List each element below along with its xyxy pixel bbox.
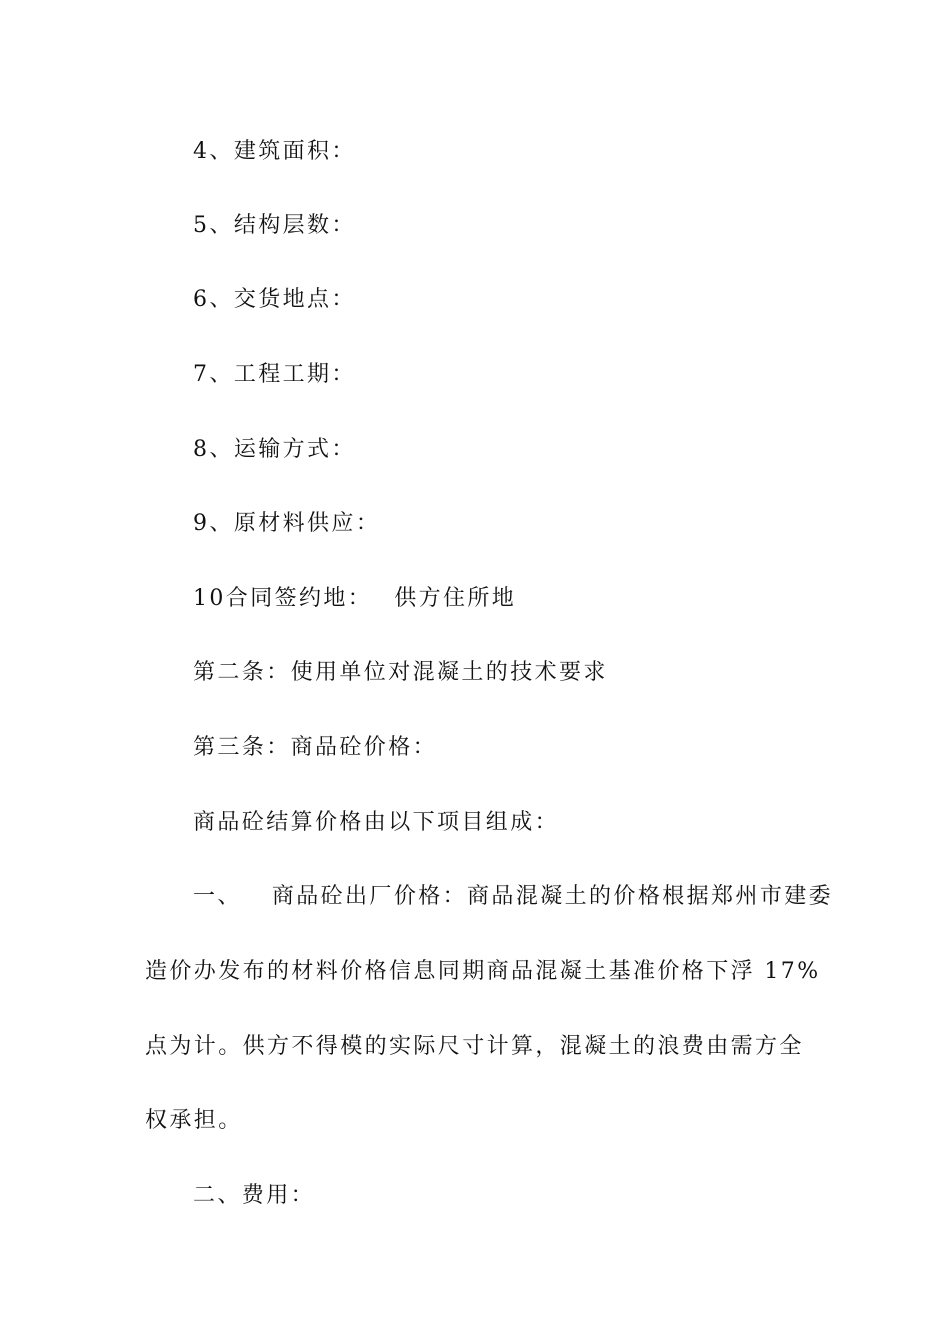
item-number: 5、 [193,213,234,238]
article-2-heading: 第二条：使用单位对混凝土的技术要求 [193,660,608,685]
item-label: 10合同签约地： [193,586,373,611]
item-number: 9、 [193,511,234,536]
item-label: 建筑面积： [233,139,356,164]
item-7 [193,360,356,390]
item-label: 结构层数： [233,213,356,238]
item-9 [193,509,380,539]
section-text: 商品砼出厂价格：商品混凝土的价格根据郑州市建委 [271,884,834,909]
section-1-line-1 [193,882,833,912]
item-number: 4、 [193,139,234,164]
item-label: 运输方式： [233,437,356,462]
section-1-line-3: 点为计。供方不得模的实际尺寸计算，混凝土的浪费由需方全 [145,1034,804,1059]
section-1-line-4: 权承担。 [145,1108,243,1133]
item-number: 6、 [193,287,234,312]
item-label: 原材料供应： [233,511,381,536]
item-value: 供方住所地 [394,586,517,611]
item-8 [193,435,356,465]
section-1-line-2: 造价办发布的材料价格信息同期商品混凝土基准价格下浮 17% [145,959,821,984]
item-label: 工程工期： [233,362,356,387]
item-number: 8、 [193,437,234,462]
item-5 [193,211,356,241]
section-number: 一、 [193,884,242,909]
composition-intro: 商品砼结算价格由以下项目组成： [193,810,560,835]
item-4 [193,137,356,167]
item-10 [193,584,516,614]
item-6 [193,285,356,315]
article-3-heading: 第三条：商品砼价格： [193,735,438,760]
item-number: 7、 [193,362,234,387]
item-label: 交货地点： [233,287,356,312]
section-2-heading: 二、费用： [193,1183,316,1208]
